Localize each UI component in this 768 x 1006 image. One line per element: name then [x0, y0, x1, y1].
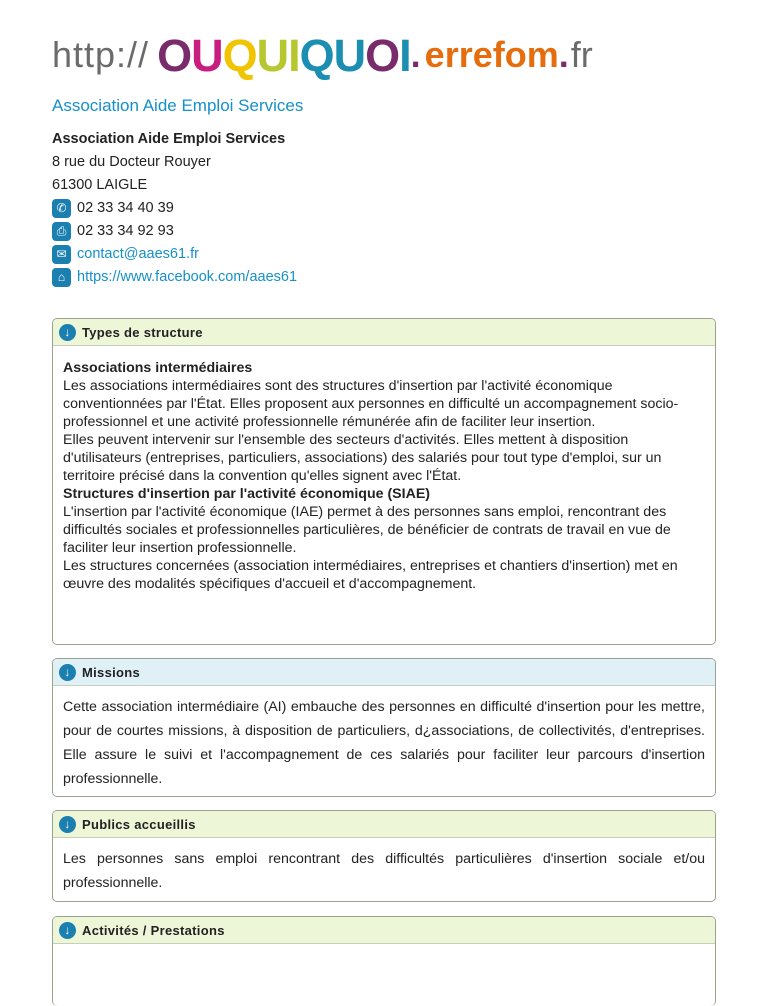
- org-city: 61300 LAIGLE: [52, 177, 148, 193]
- arrow-down-circle-icon: ↓: [59, 922, 76, 939]
- paragraph: Elles peuvent intervenir sur l'ensemble des secteurs d'activités. Elles mettent à disposition d'utilisateurs (entreprises, particuliers, associations) des salariés pour tout type d'emploi, sur un territoire précisé dans la convention qu'elles signent avec l'État.: [63, 432, 662, 484]
- logo-dot: .: [410, 34, 421, 75]
- site-logo[interactable]: [52, 30, 722, 80]
- org-street: 8 rue du Docteur Rouyer: [52, 154, 211, 170]
- logo-prefix: http://: [52, 34, 150, 75]
- website-row: [52, 266, 297, 289]
- logo-letter: O: [365, 29, 400, 81]
- phone-row: [52, 197, 297, 220]
- section-missions: [52, 658, 716, 797]
- logo-letter: U: [333, 29, 366, 81]
- arrow-down-circle-icon: ↓: [59, 324, 76, 341]
- section-header[interactable]: [53, 917, 715, 944]
- phone-icon: ✆: [52, 199, 71, 218]
- logo-tld: fr: [570, 34, 593, 75]
- logo-letter: U: [256, 29, 289, 81]
- arrow-down-circle-icon: ↓: [59, 664, 76, 681]
- page-title: Association Aide Emploi Services: [52, 96, 304, 115]
- section-body: [53, 686, 715, 791]
- email-link[interactable]: contact@aaes61.fr: [77, 246, 199, 262]
- paragraph: Cette association intermédiaire (AI) embauche des personnes en difficulté d'insertion pour les mettre, pour de courtes missions, à disposition de particuliers, d¿associations, de collectivités, d'entreprises. Elle assure le suivi et l'accompagnement de ces salariés pour faciliter leur parcours d'insertion professionnelle.: [63, 699, 705, 787]
- section-activites-prestations: [52, 916, 716, 1006]
- contact-info: [52, 128, 297, 289]
- website-link[interactable]: https://www.facebook.com/aaes61: [77, 269, 298, 285]
- logo-letter: I: [288, 29, 300, 81]
- section-header[interactable]: [53, 811, 715, 838]
- paragraph: Les structures concernées (association intermédiaires, entreprises et chantiers d'insertion) met en œuvre des modalités spécifiques d'accueil et d'accompagnement.: [63, 558, 678, 592]
- phone-number: 02 33 34 40 39: [77, 200, 174, 216]
- section-title: Types de structure: [82, 324, 203, 340]
- section-types-structure: [52, 318, 716, 645]
- logo-letter: Q: [299, 29, 334, 81]
- paragraph: Les associations intermédiaires sont des structures d'insertion par l'activité économique conventionnées par l'État. Elles proposent aux personnes en difficulté un accompagnement socio-professionnel et une activité professionnelle rémunérée afin de faciliter leur insertion.: [63, 378, 679, 430]
- subheading: Associations intermédiaires: [63, 360, 253, 376]
- logo-brand: [157, 29, 411, 81]
- fax-row: [52, 220, 297, 243]
- logo-domain: errefom: [424, 34, 559, 75]
- arrow-down-circle-icon: ↓: [59, 816, 76, 833]
- paragraph: L'insertion par l'activité économique (IAE) permet à des personnes sans emploi, rencontrant des difficultés sociales et professionnelles particulières, de bénéficier de contrats de travail en vue de faciliter leur insertion professionnelle.: [63, 504, 671, 556]
- section-title: Publics accueillis: [82, 816, 196, 832]
- email-row: [52, 243, 297, 266]
- section-body: [53, 346, 715, 593]
- paragraph: Les personnes sans emploi rencontrant des difficultés particulières d'insertion sociale et/ou professionnelle.: [63, 851, 705, 891]
- section-header[interactable]: [53, 659, 715, 686]
- home-icon: ⌂: [52, 268, 71, 287]
- section-header[interactable]: [53, 319, 715, 346]
- subheading: Structures d'insertion par l'activité économique (SIAE): [63, 486, 431, 502]
- envelope-icon: ✉: [52, 245, 71, 264]
- org-name: Association Aide Emploi Services: [52, 131, 286, 147]
- printer-icon: ⎙: [52, 222, 71, 241]
- logo-letter: U: [191, 29, 223, 81]
- section-title: Activités / Prestations: [82, 922, 225, 938]
- logo-dot: .: [558, 34, 569, 75]
- section-body: [53, 838, 715, 895]
- section-publics-accueillis: [52, 810, 716, 902]
- logo-letter: Q: [222, 29, 257, 81]
- logo-letter: I: [399, 29, 411, 81]
- logo-letter: O: [157, 29, 192, 81]
- section-title: Missions: [82, 664, 141, 680]
- fax-number: 02 33 34 92 93: [77, 223, 174, 239]
